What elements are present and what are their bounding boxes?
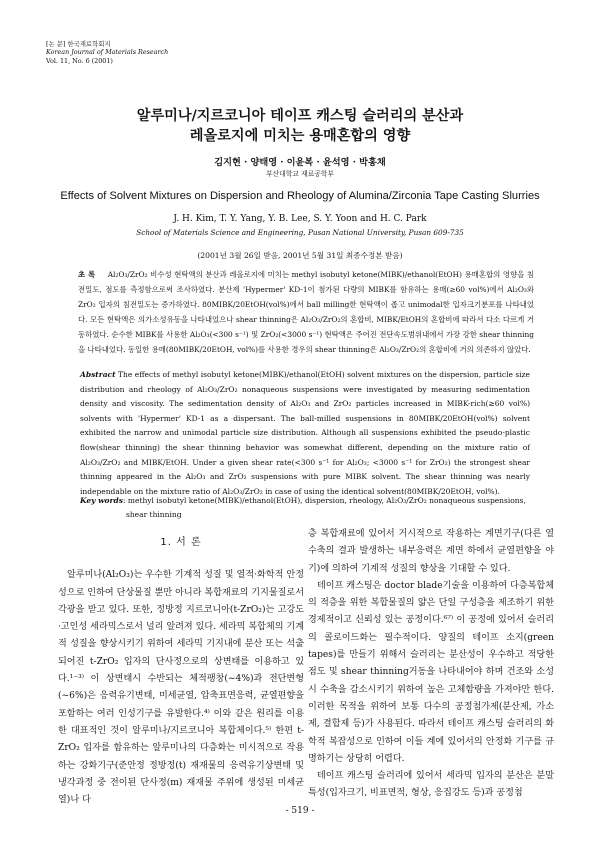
journal-name-ko: [논 문] 한국재료학회지 [46,40,111,48]
english-abstract-text: The effects of methyl isobutyl ketone(MIBK)/ethanol(EtOH) solvent mixtures on the dispersion, particle size distribution and rheology of Al₂O₃/ZrO₂ nonaqueous suspensions were investigated by measuring sedimentation density and viscosity. The sedimentation density of Al₂O₃ and ZrO₂ particles increased in MIBK-rich(≥60 vol%) solvents with 'Hypermer' KD-1 as a dispersant. The ball-milled suspensions in 80MIBK/20EtOH(vol%) solvent exhibited the narrow and unimodal particle size distribution. Although all suspensions exhibited the pseudo-plastic flow(shear thinning) the shear thinning behavior was somewhat different, depending on the mixture ratio of Al₂O₃/ZrO₂ and MIBK/EtOH. Under a given shear rate(<300 s⁻¹ for Al₂O₃; <3000 s⁻¹ for ZrO₂) the strongest shear thinning appeared in the Al₂O₃ and ZrO₂ suspensions with pure MIBK solvent. The shear thinning was nearly independable on the mixture ratio of Al₂O₃/ZrO₂ in case of using the identical solvent(80MIBK/20EtOH, vol%). [80,370,530,496]
keywords-text: : methyl isobutyl ketone(MIBK)/ethanol(EtOH), dispersion, rheology, Al₂O₃/ZrO₂ nonaqueous suspensions, [122,496,526,505]
korean-title-line1: 알루미나/지르코니아 테이프 캐스팅 슬러리의 분산과 [136,108,464,124]
keywords [80,494,534,522]
korean-abstract-text: Al₂O₃/ZrO₂ 비수성 현탁액의 분산과 레올로지에 미치는 methyl isobutyl ketone(MIBK)/ethanol(EtOH) 용매혼합의 영향을 침전밀도, 점도를 측정함으로써 조사하였다. 분산제 'Hypermer' KD-1이 첨가된 다량의 MIBK를 함유하는 용매(≥60 vol%)에서 Al₂O₃와 ZrO₂ 입자의 침전밀도는 증가하였다. 80MIBK/20EtOH(vol%)에서 ball milling한 현탁액이 좁고 unimodal한 입자크기분포를 나타내었다. 모든 현탁액은 의가소성유동을 나타내었으나 shear thinning은 Al₂O₃/ZrO₂의 혼합비, MIBK/EtOH의 혼합비에 따라서 다소 다르게 거동하였다. 순수한 MIBK를 사용한 Al₂O₃(<300 s⁻¹) 및 ZrO₂(<3000 s⁻¹) 현탁액은 주어진 전단속도범위내에서 가장 강한 shear thinning을 나타내었다. 동일한 용매(80MIBK/20EtOH, vol%)를 사용한 경우의 shear thinning은 Al₂O₃/ZrO₂의 혼합비에 거의 의존하지 않았다. [78,270,534,354]
section-heading-introduction: 1. 서 론 [160,537,202,548]
right-column [308,526,554,803]
korean-authors: 김지현 · 양태영 · 이윤복 · 윤석영 · 박홍채 [214,157,386,168]
intro-paragraph-1: 알루미나(Al₂O₃)는 우수한 기계적 성질 및 열적·화학적 안정성으로 인하여 단상물질 뿐만 아니라 복합재료의 기지물질로서 각광을 받고 있다. 또한, 정방정 지르코니아(t-ZrO₂)는 고강도·고인성 세라믹스로서 널리 알려져 있다. 세라믹 복합체의 기계적 성질을 향상시키기 위하여 세라믹 기지내에 분산 또는 석출되어진 t-ZrO₂ 입자의 단사정으로의 상변태를 이용하고 있다.¹⁻³⁾ 이 상변태시 수반되는 체적팽창(~4%)과 전단변형(~6%)은 응력유기변태, 미세균열, 압축표면응력, 균열편향을 포함하는 여러 인성기구를 유발한다.⁴⁾ 이와 같은 원리를 이용한 대표적인 것이 알루미나/지르코니아 복합체이다.⁵⁾ 한편 t-ZrO₂ 입자를 함유하는 알루미나의 다층화는 미시적으로 작용하는 강화기구(준안정 정방정(t) 재재물의 응력유기상변태 및 냉각과정 중 전이된 단사정(m) 재재물 주위에 생성된 미세균열)나 다 [58,570,304,806]
korean-title-line2: 레올로지에 미치는 용매혼합의 영향 [189,128,411,144]
intro-paragraph-2: 테이프 캐스팅은 doctor blade기술을 이용하여 다층복합체의 적층을 위한 복합물질의 얇은 단일 구성층을 제조하기 위한 경제적이고 신뢰성 있는 공정이다.⁶⁷⁾ 이 공정에 있어서 슬러리의 콜로이드화는 필수적이다. 양질의 테이프 소지(green tapes)를 만들기 위해서 슬러리는 분산성이 우수하고 적당한 점도 및 shear thinning거동을 나타내어야 하며 건조와 소성시 수축을 감소시키기 위하여 높은 고체함량을 가져야만 한다. 이러한 목적을 위하여 보통 다수의 공정첨가제(분산제, 가소제, 결합제 등)가 사용된다. 따라서 테이프 캐스팅 슬러리의 화학적 복잡성으로 인하여 이들 계에 있어서의 안정화 기구를 규명하기는 상당히 어렵다. [308,580,554,764]
english-authors: J. H. Kim, T. Y. Yang, Y. B. Lee, S. Y. Yoon and H. C. Park [173,214,427,224]
korean-abstract [78,268,534,357]
page-number: - 519 - [285,806,315,816]
english-abstract-label: Abstract [80,370,116,379]
intro-paragraph-3: 테이프 캐스팅 슬러리에 있어서 세라믹 입자의 분산은 분말특성(입자크기, 비표면적, 형상, 응집강도 등)과 공정첨 [308,771,554,799]
korean-abstract-label: 초 록 [78,270,96,279]
korean-affiliation: 부산대학교 재료공학부 [266,170,334,178]
left-column [58,524,304,809]
korean-title [0,106,600,146]
english-abstract [80,368,530,499]
keywords-continued: shear thinning [126,510,182,519]
english-title: Effects of Solvent Mixtures on Dispersion and Rheology of Alumina/Zirconia Tape Casting Slurries [60,190,540,202]
journal-header [46,40,168,65]
keywords-label: Key words [80,496,123,505]
english-affiliation: School of Materials Science and Engineering, Pusan National University, Pusan 609-735 [136,228,464,237]
intro-paragraph-continued: 층 복합재료에 있어서 거시적으로 작용하는 계면기구(다른 열수축의 결과 발생하는 내부응력은 계면 하에서 균열편향을 야기)에 의하여 기계적 성질의 향상을 기대할 수 있다. [308,529,554,574]
received-dates: (2001년 3월 26일 받음, 2001년 5월 31일 최종수정본 받음) [197,251,403,260]
journal-name-en: Korean Journal of Materials Research [46,48,169,57]
journal-volume: Vol. 11, No. 6 (2001) [46,56,113,65]
